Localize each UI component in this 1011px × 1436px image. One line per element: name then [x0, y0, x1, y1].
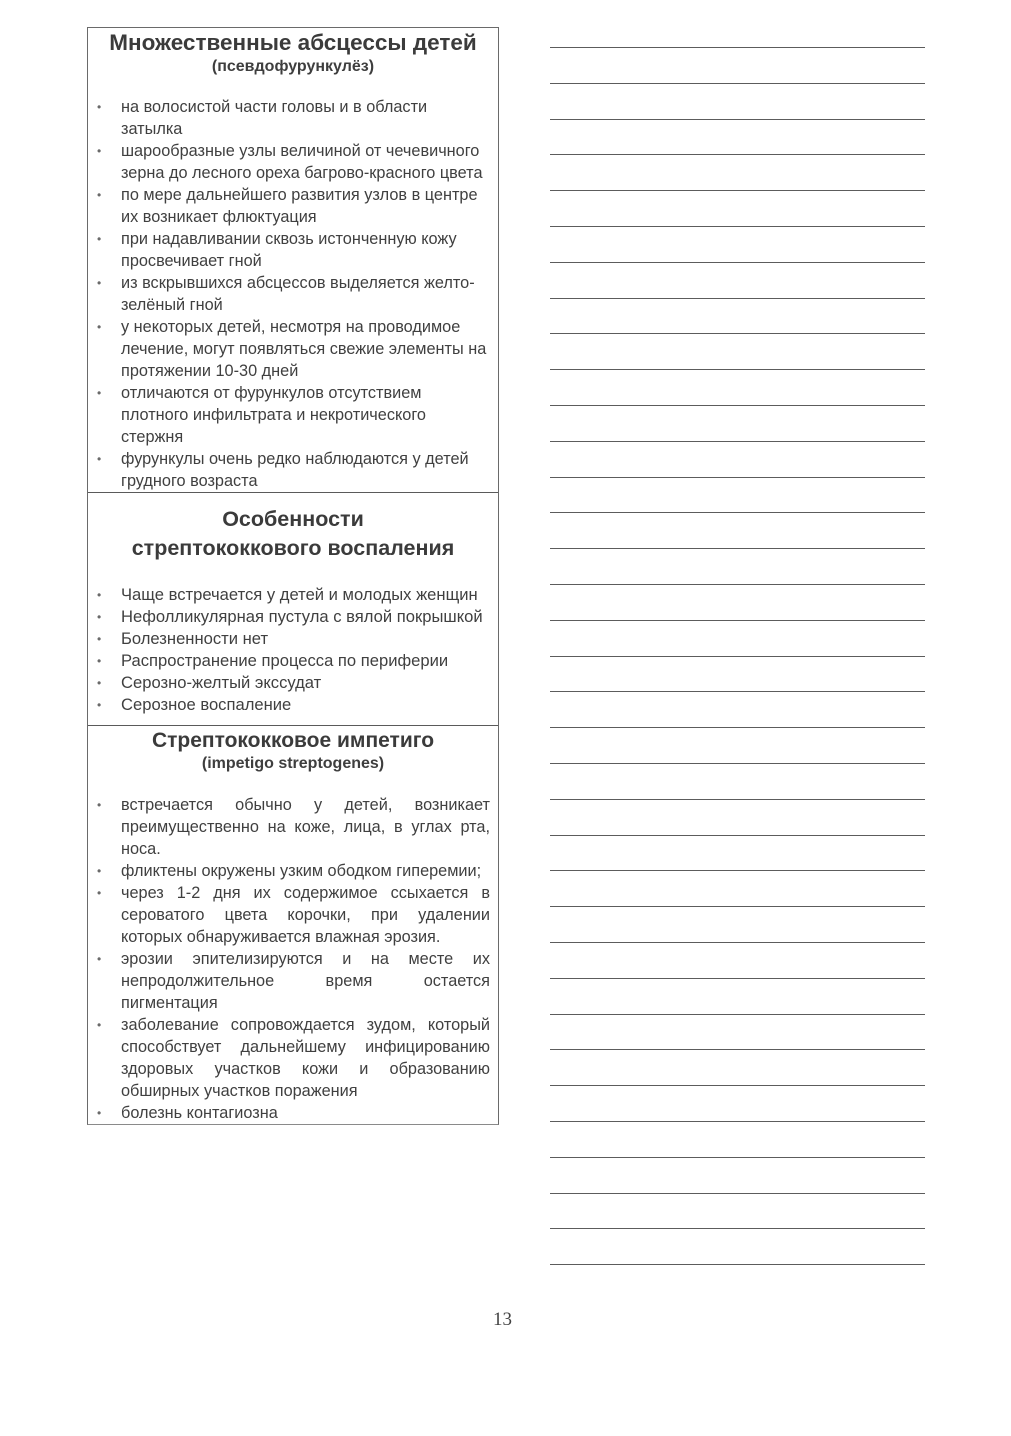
bullet-icon: •	[97, 276, 102, 290]
note-line	[550, 691, 925, 692]
list-item-text: через 1-2 дня их содержимое ссыхается в сероватого цвета корочки, при удалении которых обнаруживается влажная эрозия.	[121, 884, 490, 946]
note-line	[550, 83, 925, 84]
note-line	[550, 1121, 925, 1122]
bullet-icon: •	[97, 144, 102, 158]
list-item-text: отличаются от фурункулов отсутствием плотного инфильтрата и некротического стержня	[121, 384, 426, 446]
list-item-text: Болезненности нет	[121, 629, 269, 648]
bullet-icon: •	[97, 864, 102, 878]
list-item-text: шарообразные узлы величиной от чечевичного зерна до лесного ореха багрово-красного цвета	[121, 142, 483, 182]
list-item-text: фликтены окружены узким ободком гиперемии;	[121, 862, 482, 880]
bullet-icon: •	[97, 1106, 102, 1120]
list-item	[96, 860, 490, 882]
list-item-text: на волосистой части головы и в области затылка	[121, 98, 428, 138]
note-line	[550, 1085, 925, 1086]
bullet-icon: •	[97, 386, 102, 400]
note-line	[550, 870, 925, 871]
list-item	[96, 794, 490, 860]
note-line	[550, 154, 925, 155]
section-streptococcal-features	[88, 492, 498, 725]
list-item	[96, 1102, 490, 1124]
note-line	[550, 47, 925, 48]
section-multiple-abscesses	[88, 29, 498, 492]
section-title-line: Особенности	[222, 507, 364, 531]
bullet-icon: •	[97, 100, 102, 114]
section-streptococcal-impetigo	[88, 725, 498, 1124]
list-item-text: из вскрывшихся абсцессов выделяется желто-зелёный гной	[121, 274, 475, 314]
list-item-text: болезнь контагиозна	[121, 1104, 278, 1122]
note-line	[550, 441, 925, 442]
list-item-text: заболевание сопровождается зудом, который способствует дальнейшему инфицированию здоровых участков кожи и образованию обширных участков поражения	[121, 1016, 490, 1100]
bullet-list	[96, 794, 490, 1124]
list-item-text: встречается обычно у детей, возникает преимущественно на коже, лица, в углах рта, носа.	[121, 796, 490, 858]
list-item-text: у некоторых детей, несмотря на проводимое лечение, могут появляться свежие элементы на протяжении 10-30 дней	[121, 318, 487, 380]
bullet-icon: •	[97, 320, 102, 334]
note-line	[550, 620, 925, 621]
note-line	[550, 978, 925, 979]
list-item-text: фурункулы очень редко наблюдаются у детей грудного возраста	[121, 450, 469, 490]
bullet-icon: •	[97, 676, 102, 690]
note-line	[550, 119, 925, 120]
note-line	[550, 1228, 925, 1229]
list-item	[96, 882, 490, 948]
note-line	[550, 190, 925, 191]
note-line	[550, 1264, 925, 1265]
bullet-list	[96, 96, 490, 492]
bullet-icon: •	[97, 886, 102, 900]
note-line	[550, 1014, 925, 1015]
bullet-icon: •	[97, 698, 102, 712]
note-line	[550, 727, 925, 728]
note-line	[550, 1193, 925, 1194]
bullet-icon: •	[97, 632, 102, 646]
list-item	[96, 694, 490, 716]
note-line	[550, 1049, 925, 1050]
section-title	[96, 505, 490, 563]
list-item-text: Нефолликулярная пустула с вялой покрышкой	[121, 607, 483, 626]
list-item-text: Серозно-желтый экссудат	[121, 673, 322, 692]
list-item	[96, 1014, 490, 1102]
list-item-text: при надавливании сквозь истонченную кожу просвечивает гной	[121, 230, 457, 270]
note-line	[550, 548, 925, 549]
section-title: Множественные абсцессы детей	[109, 30, 477, 55]
section-subtitle: (псевдофурункулёз)	[211, 58, 375, 75]
bullet-icon: •	[97, 452, 102, 466]
bullet-icon: •	[97, 188, 102, 202]
section-title: Стрептококковое импетиго	[151, 729, 435, 752]
bullet-icon: •	[97, 798, 102, 812]
list-item	[96, 96, 490, 140]
note-line	[550, 298, 925, 299]
bullet-icon: •	[97, 232, 102, 246]
note-line	[550, 262, 925, 263]
note-line	[550, 906, 925, 907]
list-item	[96, 628, 490, 650]
list-item	[96, 228, 490, 272]
note-line	[550, 656, 925, 657]
bullet-icon: •	[97, 1018, 102, 1032]
note-line	[550, 405, 925, 406]
note-line	[550, 369, 925, 370]
list-item	[96, 584, 490, 606]
list-item-text: Распространение процесса по периферии	[121, 651, 449, 670]
bullet-list	[96, 584, 490, 725]
list-item	[96, 948, 490, 1014]
list-item	[96, 184, 490, 228]
note-line	[550, 799, 925, 800]
list-item	[96, 272, 490, 316]
bullet-icon: •	[97, 654, 102, 668]
page-number: 13	[493, 1309, 512, 1330]
note-line	[550, 1157, 925, 1158]
list-item	[96, 316, 490, 382]
note-line	[550, 477, 925, 478]
content-box	[87, 27, 499, 1125]
list-item-text: Чаще встречается у детей и молодых женщин	[121, 585, 478, 604]
note-line	[550, 835, 925, 836]
note-line	[550, 763, 925, 764]
note-line	[550, 333, 925, 334]
note-line	[550, 512, 925, 513]
list-item	[96, 448, 490, 492]
bullet-icon: •	[97, 588, 102, 602]
section-subtitle: (impetigo streptogenes)	[201, 755, 385, 772]
note-line	[550, 942, 925, 943]
list-item	[96, 606, 490, 628]
list-item-text: по мере дальнейшего развития узлов в центре их возникает флюктуация	[121, 186, 478, 226]
note-line	[550, 584, 925, 585]
list-item	[96, 382, 490, 448]
list-item	[96, 672, 490, 694]
bullet-icon: •	[97, 610, 102, 624]
list-item-text: эрозии эпителизируются и на месте их непродолжительное время остается пигментация	[121, 950, 490, 1012]
list-item	[96, 140, 490, 184]
section-title-line: стрептококкового воспаления	[131, 536, 455, 560]
note-line	[550, 226, 925, 227]
bullet-icon: •	[97, 952, 102, 966]
list-item	[96, 650, 490, 672]
list-item-text: Серозное воспаление	[121, 695, 292, 714]
